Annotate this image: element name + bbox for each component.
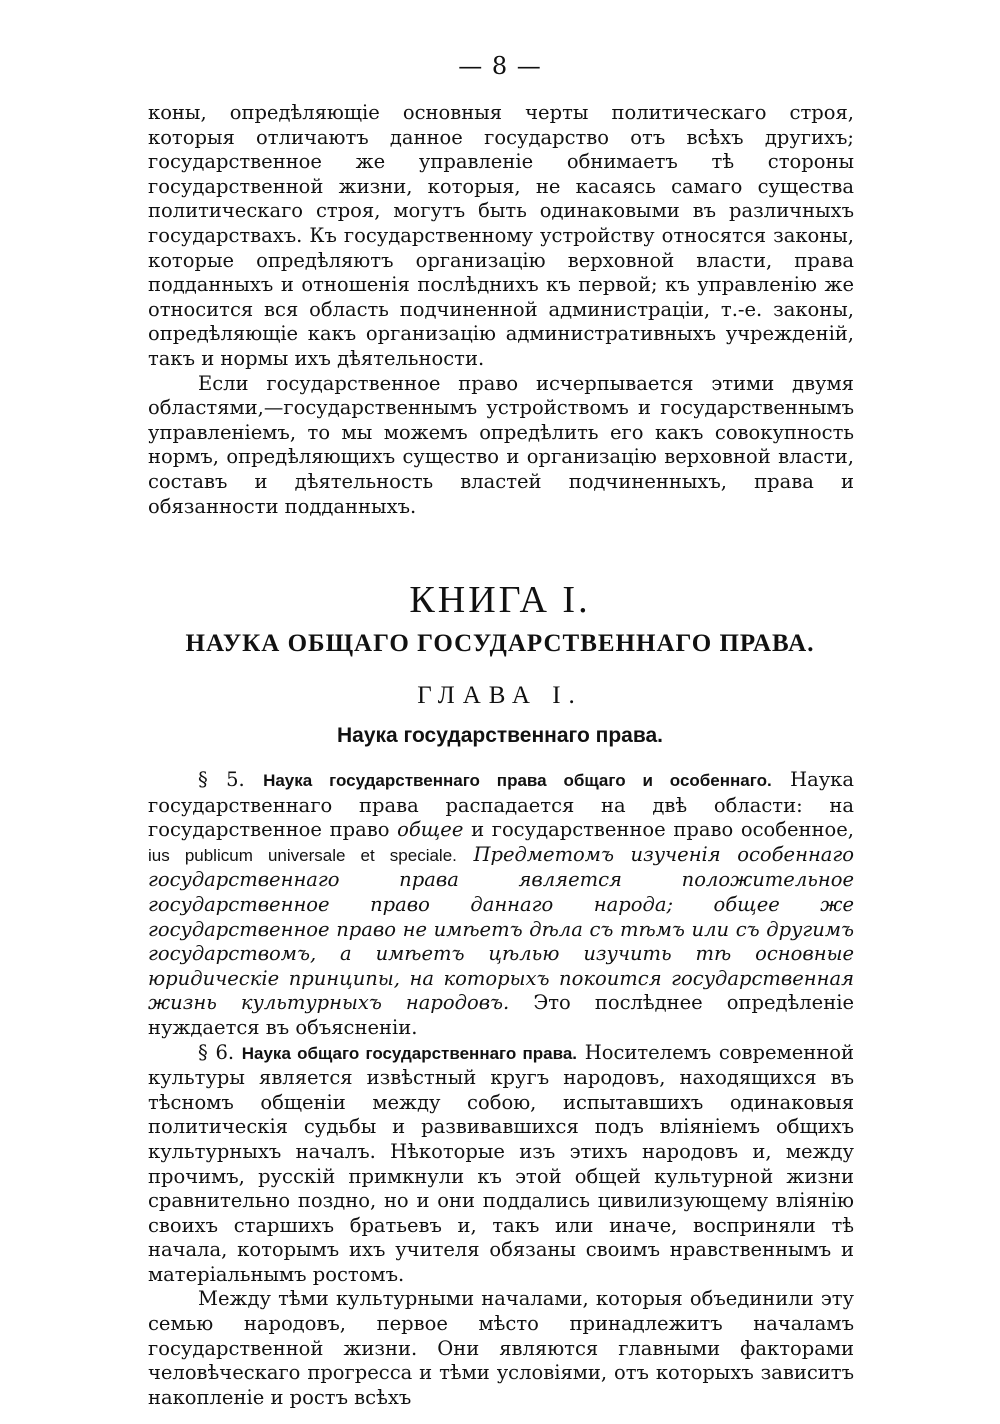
chapter-subtitle: Наука государственнаго права. <box>336 724 664 747</box>
section-5-latin-term: ius publicum universale et speciale. <box>148 845 457 865</box>
section-5-number: § 5. <box>198 768 245 791</box>
body-text-top <box>148 101 854 519</box>
section-5-italic-general: общее <box>397 818 464 842</box>
section-6-paragraph-2: Между тѣми культурными началами, которыя объединили эту семью народовъ, первое мѣсто принадлежитъ началамъ государственной жизни. Они являются главными факторами человѣческаго прогресса и тѣми условіями, отъ которыхъ зависитъ накопленіе и ростъ всѣхъ <box>148 1287 854 1409</box>
book-title: КНИГА I. <box>409 579 591 621</box>
part-title: НАУКА ОБЩАГО ГОСУДАРСТВЕННАГО ПРАВА. <box>185 630 815 657</box>
section-6-text: Носителемъ современной культуры является извѣстный кругъ народовъ, находящихся въ тѣсномъ общеніи между собою, испытавшихъ одинаковыя политическія судьбы и развивавшихся подъ вліяніемъ общихъ культурныхъ началъ. Нѣкоторые изъ этихъ народовъ и, между прочимъ, русскій примкнули къ этой общей культурной жизни сравнительно поздно, но и они поддались цивилизующему вліянію своихъ старшихъ братьевъ и, такъ или иначе, восприняли тѣ начала, которымъ ихъ учителя обязаны своимъ нравственнымъ и матеріальнымъ ростомъ. <box>148 1040 855 1286</box>
section-5-text-b: и государственное право особенное, <box>471 818 854 842</box>
section-6-number: § 6. <box>198 1040 235 1064</box>
section-6-heading: Наука общаго государственнаго права. <box>241 1043 578 1063</box>
paragraph-definition: Если государственное право исчерпывается этими двумя областями,—государственнымъ устройствомъ и государственнымъ управленіемъ, то мы можемъ опредѣлить его какъ совокупность нормъ, опредѣляющихъ существо и организацію верховной власти, составъ и дѣятельность властей подчиненныхъ, права и обязанности подданныхъ. <box>148 371 854 518</box>
chapter-title: ГЛАВА I. <box>417 682 583 709</box>
section-5-paragraph <box>148 768 854 1041</box>
page-number: — 8 — <box>458 52 542 80</box>
section-5-text-a: Наука государственнаго права распадается на двѣ области: на государственное право <box>148 768 854 842</box>
body-text-sections <box>148 768 854 1410</box>
section-5-text-c: Это послѣднее опредѣленіе нуждается въ объясненіи. <box>148 991 854 1039</box>
section-5-heading: Наука государственнаго права общаго и особеннаго. <box>263 771 772 790</box>
section-6-paragraph <box>148 1041 854 1288</box>
paragraph-state-structure: коны, опредѣляющіе основныя черты политическаго строя, которыя отличаютъ данное государство отъ всѣхъ другихъ; государственное же управленіе обнимаетъ тѣ стороны государственной жизни, которыя, не касаясь самаго существа политическаго строя, могутъ быть одинаковыми въ различныхъ государствахъ. Къ государственному устройству относятся законы, которые опредѣляютъ организацію верховной власти, права подданныхъ и отношенія послѣднихъ къ первой; къ управленію же относится вся область подчиненной администраціи, т.-е. законы, опредѣляющіе какъ организацію административныхъ учрежденій, такъ и нормы ихъ дѣятельности. <box>148 101 854 370</box>
section-5-italic-definition: Предметомъ изученія особеннаго государственнаго права является положительное государственное право даннаго народа; общее же государственное право не имѣетъ дѣла съ тѣмъ или съ другимъ государствомъ, а имѣетъ цѣлью изучить тѣ основные юридическіе принципы, на которыхъ покоится государственная жизнь культурныхъ народовъ. <box>148 842 855 1015</box>
